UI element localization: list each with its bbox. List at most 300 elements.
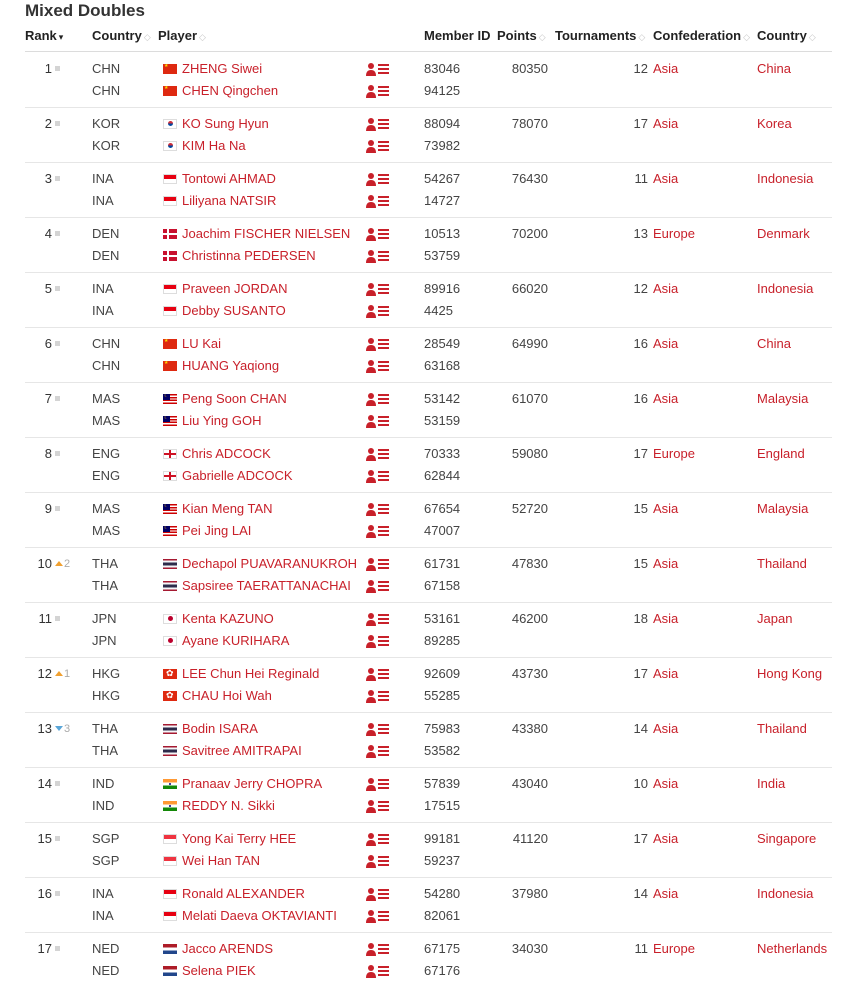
player-profile-icon[interactable]: [366, 469, 390, 483]
player-profile-icon[interactable]: [366, 359, 390, 373]
player-link[interactable]: [182, 413, 262, 429]
country-link[interactable]: Hong Kong: [757, 666, 823, 681]
player-name[interactable]: KIM Ha Na: [182, 138, 246, 153]
player-name[interactable]: Savitree AMITRAPAI: [182, 743, 302, 758]
table-row: [0, 822, 863, 877]
member-id: 55285: [424, 688, 461, 703]
rank-movement: [55, 666, 70, 682]
player-profile-icon[interactable]: [366, 84, 390, 98]
points-value: 64990: [511, 336, 548, 351]
row-divider: [25, 107, 832, 108]
player-name[interactable]: Ayane KURIHARA: [182, 633, 290, 648]
row-divider: [25, 272, 832, 273]
player-profile-icon[interactable]: [366, 832, 390, 846]
tournaments-value: 17: [633, 666, 648, 681]
player-name[interactable]: Liliyana NATSIR: [182, 193, 277, 208]
country-code: ENG: [92, 446, 121, 461]
member-id: 10513: [424, 226, 461, 241]
player-link[interactable]: [182, 501, 273, 517]
player-profile-icon[interactable]: [366, 744, 390, 758]
player-profile-icon[interactable]: [366, 689, 390, 703]
country-code: HKG: [92, 666, 121, 681]
member-id: 53161: [424, 611, 461, 626]
confederation-link[interactable]: Asia: [653, 776, 679, 791]
country-code: JPN: [92, 611, 117, 626]
points-value: 43730: [511, 666, 548, 681]
confederation-link[interactable]: Europe: [653, 226, 695, 241]
player-profile-icon[interactable]: [366, 612, 390, 626]
rank-value: 1: [44, 61, 52, 76]
sort-icon: ◇: [199, 32, 206, 42]
player-profile-icon[interactable]: [366, 909, 390, 923]
country-code: NED: [92, 941, 120, 956]
country-code: THA: [92, 721, 118, 736]
country-link[interactable]: Denmark: [757, 226, 810, 241]
player-name[interactable]: Yong Kai Terry HEE: [182, 831, 297, 846]
country-link[interactable]: Malaysia: [757, 391, 809, 406]
country-code: CHN: [92, 61, 121, 76]
flag-icon: [163, 174, 177, 184]
tournaments-value: 11: [634, 941, 648, 956]
player-profile-icon[interactable]: [366, 172, 390, 186]
member-id: 63168: [424, 358, 461, 373]
player-profile-icon[interactable]: [366, 524, 390, 538]
row-divider: [25, 712, 832, 713]
country-code: INA: [92, 303, 114, 318]
player-link[interactable]: [182, 303, 286, 319]
rank-unchanged-icon: [55, 451, 60, 456]
player-link[interactable]: [182, 721, 258, 737]
rank-up-icon: [55, 671, 63, 676]
points-value: 41120: [512, 831, 548, 846]
player-name[interactable]: Wei Han TAN: [182, 853, 261, 868]
player-profile-icon[interactable]: [366, 854, 390, 868]
table-row: [0, 52, 863, 107]
member-id: 61731: [424, 556, 461, 571]
player-profile-icon[interactable]: [366, 227, 390, 241]
rank-value: 15: [37, 831, 52, 846]
rank-value: 16: [37, 886, 52, 901]
confederation-link[interactable]: Asia: [653, 831, 679, 846]
player-name[interactable]: CHEN Qingchen: [182, 83, 279, 98]
confederation-link[interactable]: Asia: [653, 336, 679, 351]
tournaments-value: 10: [633, 776, 648, 791]
flag-icon: ★: [163, 361, 177, 371]
rank-unchanged-icon: [55, 616, 60, 621]
rank-unchanged-icon: [55, 836, 60, 841]
rank-movement: [55, 446, 60, 462]
tournaments-value: 16: [633, 391, 648, 406]
player-profile-icon[interactable]: [366, 579, 390, 593]
player-profile-icon[interactable]: [366, 447, 390, 461]
member-id: 83046: [424, 61, 461, 76]
player-name[interactable]: Jacco ARENDS: [182, 941, 274, 956]
player-profile-icon[interactable]: [366, 964, 390, 978]
player-name[interactable]: Joachim FISCHER NIELSEN: [182, 226, 351, 241]
country-link[interactable]: Japan: [757, 611, 793, 626]
flag-icon: [163, 471, 177, 481]
rank-value: 3: [44, 171, 52, 186]
player-name[interactable]: Pei Jing LAI: [182, 523, 252, 538]
player-link[interactable]: [182, 963, 256, 979]
player-link[interactable]: [182, 468, 293, 484]
player-name[interactable]: Chris ADCOCK: [182, 446, 271, 461]
tournaments-value: 12: [633, 61, 648, 76]
player-link[interactable]: [182, 61, 262, 77]
rank-unchanged-icon: [55, 891, 60, 896]
points-value: 78070: [511, 116, 548, 131]
country-link[interactable]: India: [757, 776, 786, 791]
player-name[interactable]: Gabrielle ADCOCK: [182, 468, 293, 483]
rank-movement: [55, 611, 60, 627]
country-link[interactable]: China: [757, 61, 791, 76]
rank-change: 3: [64, 723, 71, 735]
rank-movement: [55, 721, 70, 737]
points-value: 70200: [511, 226, 548, 241]
player-profile-icon[interactable]: [366, 667, 390, 681]
rank-movement: [55, 776, 60, 792]
player-profile-icon[interactable]: [366, 194, 390, 208]
player-profile-icon[interactable]: [366, 414, 390, 428]
player-link[interactable]: [182, 193, 276, 209]
points-value: 43380: [511, 721, 548, 736]
flag-icon: [163, 251, 177, 261]
rank-unchanged-icon: [55, 341, 60, 346]
table-row: [0, 767, 863, 822]
player-name[interactable]: Kian Meng TAN: [182, 501, 273, 516]
rank-unchanged-icon: [55, 121, 60, 126]
country-link[interactable]: China: [757, 336, 791, 351]
country-code: CHN: [92, 336, 121, 351]
player-name[interactable]: Selena PIEK: [182, 963, 256, 978]
confederation-link[interactable]: Europe: [653, 446, 695, 461]
player-name[interactable]: Peng Soon CHAN: [182, 391, 287, 406]
confederation-link[interactable]: Asia: [653, 501, 679, 516]
player-name[interactable]: Pranaav Jerry CHOPRA: [182, 776, 323, 791]
flag-icon: ☾: [163, 526, 177, 536]
tournaments-value: 16: [633, 336, 648, 351]
table-row: [0, 437, 863, 492]
player-name[interactable]: Melati Daeva OKTAVIANTI: [182, 908, 337, 923]
member-id: 47007: [424, 523, 461, 538]
confederation-link[interactable]: Asia: [653, 721, 679, 736]
confederation-link[interactable]: Asia: [653, 391, 679, 406]
player-link[interactable]: [182, 798, 275, 814]
player-profile-icon[interactable]: [366, 249, 390, 263]
country-link[interactable]: Indonesia: [757, 171, 814, 186]
tournaments-value: 12: [633, 281, 648, 296]
rank-down-icon: [55, 726, 63, 731]
rank-movement: [55, 556, 70, 572]
player-name[interactable]: CHAU Hoi Wah: [182, 688, 272, 703]
player-profile-icon[interactable]: [366, 722, 390, 736]
player-link[interactable]: [182, 446, 271, 462]
sort-desc-icon: ▾: [58, 32, 64, 42]
flag-icon: [163, 746, 177, 756]
table-row: [0, 382, 863, 437]
player-link[interactable]: [182, 886, 305, 902]
sort-icon: ◇: [638, 32, 646, 42]
country-code: ENG: [92, 468, 121, 483]
player-link[interactable]: [182, 523, 251, 539]
player-profile-icon[interactable]: [366, 282, 390, 296]
sort-icon: ◇: [808, 32, 816, 42]
table-row: [0, 327, 863, 382]
member-id: 67654: [424, 501, 461, 516]
flag-icon: ☾: [163, 504, 177, 514]
country-code: KOR: [92, 116, 121, 131]
player-profile-icon[interactable]: [366, 139, 390, 153]
member-id: 59237: [424, 853, 461, 868]
header-member-id-label: Member ID: [424, 28, 491, 43]
rank-value: 17: [37, 941, 52, 956]
member-id: 14727: [424, 193, 461, 208]
player-name[interactable]: LEE Chun Hei Reginald: [182, 666, 320, 681]
country-code: SGP: [92, 831, 120, 846]
country-code: MAS: [92, 523, 121, 538]
points-value: 52720: [511, 501, 548, 516]
player-profile-icon[interactable]: [366, 887, 390, 901]
points-value: 59080: [511, 446, 548, 461]
player-link[interactable]: [182, 171, 276, 187]
header-rank-label: Rank: [25, 28, 57, 43]
player-link[interactable]: [182, 248, 316, 264]
flag-icon: [163, 636, 177, 646]
rank-unchanged-icon: [55, 781, 60, 786]
flag-icon: ✿: [163, 669, 177, 679]
points-value: 43040: [511, 776, 548, 791]
member-id: 53582: [424, 743, 461, 758]
header-country-label: Country: [92, 28, 142, 43]
player-name[interactable]: Liu Ying GOH: [182, 413, 262, 428]
player-name[interactable]: KO Sung Hyun: [182, 116, 269, 131]
player-name[interactable]: LU Kai: [182, 336, 222, 351]
flag-icon: [163, 911, 177, 921]
player-name[interactable]: Christinna PEDERSEN: [182, 248, 316, 263]
table-row: [0, 602, 863, 657]
sort-icon: ◇: [538, 32, 546, 42]
player-profile-icon[interactable]: [366, 634, 390, 648]
table-row: [0, 932, 863, 987]
member-id: 28549: [424, 336, 461, 351]
member-id: 92609: [424, 666, 461, 681]
player-link[interactable]: [182, 391, 287, 407]
player-name[interactable]: HUANG Yaqiong: [182, 358, 280, 373]
confederation-link[interactable]: Asia: [653, 666, 679, 681]
player-profile-icon[interactable]: [366, 337, 390, 351]
rank-movement: [55, 941, 60, 957]
member-id: 89285: [424, 633, 461, 648]
player-name[interactable]: ZHENG Siwei: [182, 61, 263, 76]
points-value: 37980: [511, 886, 548, 901]
rank-movement: [55, 281, 60, 297]
country-code: THA: [92, 743, 118, 758]
tournaments-value: 15: [633, 556, 648, 571]
player-link[interactable]: [182, 776, 322, 792]
player-profile-icon[interactable]: [366, 392, 390, 406]
player-link[interactable]: [182, 941, 273, 957]
country-link[interactable]: Netherlands: [757, 941, 828, 956]
country-code: CHN: [92, 83, 121, 98]
player-link[interactable]: [182, 556, 357, 572]
player-profile-icon[interactable]: [366, 304, 390, 318]
sort-icon: ◇: [743, 32, 751, 42]
table-row: [0, 217, 863, 272]
flag-icon: [163, 724, 177, 734]
player-link[interactable]: [182, 83, 278, 99]
player-link[interactable]: [182, 138, 246, 154]
tournaments-value: 13: [633, 226, 648, 241]
player-link[interactable]: [182, 743, 302, 759]
rank-value: 5: [44, 281, 52, 296]
flag-icon: [163, 944, 177, 954]
header-player-label: Player: [158, 28, 198, 43]
country-code: CHN: [92, 358, 121, 373]
rank-change: 2: [64, 558, 71, 570]
country-link[interactable]: Indonesia: [757, 281, 814, 296]
player-profile-icon[interactable]: [366, 942, 390, 956]
flag-icon: ★: [163, 339, 177, 349]
tournaments-value: 15: [633, 501, 648, 516]
tournaments-value: 11: [634, 171, 648, 186]
player-name[interactable]: Tontowi AHMAD: [182, 171, 276, 186]
row-divider: [25, 382, 832, 383]
tournaments-value: 18: [633, 611, 648, 626]
player-link[interactable]: [182, 578, 351, 594]
row-divider: [25, 657, 832, 658]
player-link[interactable]: [182, 688, 272, 704]
player-link[interactable]: [182, 358, 279, 374]
sort-icon: ◇: [143, 32, 151, 42]
country-link[interactable]: Indonesia: [757, 886, 814, 901]
confederation-link[interactable]: Asia: [653, 281, 679, 296]
flag-icon: [163, 966, 177, 976]
rank-movement: [55, 171, 60, 187]
tournaments-value: 14: [633, 721, 648, 736]
country-link[interactable]: Thailand: [757, 721, 807, 736]
player-name[interactable]: Ronald ALEXANDER: [182, 886, 305, 901]
country-code: DEN: [92, 226, 120, 241]
member-id: 73982: [424, 138, 461, 153]
rank-movement: [55, 501, 60, 517]
player-name[interactable]: Bodin ISARA: [182, 721, 258, 736]
rank-up-icon: [55, 561, 63, 566]
points-value: 66020: [511, 281, 548, 296]
row-divider: [25, 822, 832, 823]
flag-icon: [163, 856, 177, 866]
confederation-link[interactable]: Asia: [653, 556, 679, 571]
member-id: 89916: [424, 281, 461, 296]
player-link[interactable]: [182, 831, 296, 847]
player-name[interactable]: Debby SUSANTO: [182, 303, 286, 318]
player-profile-icon[interactable]: [366, 799, 390, 813]
country-code: MAS: [92, 391, 121, 406]
player-profile-icon[interactable]: [366, 502, 390, 516]
member-id: 53159: [424, 413, 461, 428]
table-row: [0, 712, 863, 767]
player-link[interactable]: [182, 116, 269, 132]
rank-movement: [55, 391, 60, 407]
member-id: 82061: [424, 908, 461, 923]
confederation-link[interactable]: Asia: [653, 116, 679, 131]
flag-icon: ✿: [163, 691, 177, 701]
flag-icon: [163, 284, 177, 294]
player-profile-icon[interactable]: [366, 117, 390, 131]
flag-icon: [163, 229, 177, 239]
page-title: Mixed Doubles: [25, 1, 145, 20]
row-divider: [25, 602, 832, 603]
rank-value: 10: [37, 556, 52, 571]
country-code: SGP: [92, 853, 120, 868]
country-code: IND: [92, 798, 115, 813]
confederation-link[interactable]: Asia: [653, 886, 679, 901]
row-divider: [25, 877, 832, 878]
rank-value: 7: [44, 391, 52, 406]
player-link[interactable]: [182, 853, 260, 869]
player-name[interactable]: Kenta KAZUNO: [182, 611, 274, 626]
player-name[interactable]: REDDY N. Sikki: [182, 798, 275, 813]
player-link[interactable]: [182, 281, 287, 297]
rank-value: 12: [37, 666, 52, 681]
player-profile-icon[interactable]: [366, 557, 390, 571]
points-value: 34030: [511, 941, 548, 956]
flag-icon: [163, 559, 177, 569]
player-link[interactable]: [182, 611, 274, 627]
player-link[interactable]: [182, 633, 289, 649]
country-link[interactable]: England: [757, 446, 805, 461]
player-name[interactable]: Dechapol PUAVARANUKROH: [182, 556, 358, 571]
player-profile-icon[interactable]: [366, 62, 390, 76]
row-divider: [25, 492, 832, 493]
player-name[interactable]: Praveen JORDAN: [182, 281, 288, 296]
rank-value: 8: [44, 446, 52, 461]
country-code: INA: [92, 908, 114, 923]
country-link[interactable]: Singapore: [757, 831, 817, 846]
country-link[interactable]: Korea: [757, 116, 792, 131]
tournaments-value: 17: [633, 116, 648, 131]
member-id: 70333: [424, 446, 461, 461]
confederation-link[interactable]: Asia: [653, 171, 679, 186]
rank-value: 4: [44, 226, 52, 241]
confederation-link[interactable]: Asia: [653, 611, 679, 626]
player-link[interactable]: [182, 226, 350, 242]
rank-movement: [55, 886, 60, 902]
country-code: JPN: [92, 633, 117, 648]
rank-value: 9: [44, 501, 52, 516]
player-link[interactable]: [182, 908, 337, 924]
country-link[interactable]: Thailand: [757, 556, 807, 571]
player-link[interactable]: [182, 336, 221, 352]
rank-unchanged-icon: [55, 176, 60, 181]
country-code: MAS: [92, 413, 121, 428]
row-divider: [25, 547, 832, 548]
row-divider: [25, 162, 832, 163]
flag-icon: [163, 834, 177, 844]
member-id: 4425: [424, 303, 453, 318]
flag-icon: ★: [163, 64, 177, 74]
player-name[interactable]: Sapsiree TAERATTANACHAI: [182, 578, 351, 593]
confederation-link[interactable]: Asia: [653, 61, 679, 76]
member-id: 54280: [424, 886, 461, 901]
country-code: INA: [92, 171, 114, 186]
player-profile-icon[interactable]: [366, 777, 390, 791]
country-code: MAS: [92, 501, 121, 516]
country-link[interactable]: Malaysia: [757, 501, 809, 516]
confederation-link[interactable]: Europe: [653, 941, 695, 956]
country-code: IND: [92, 776, 115, 791]
player-link[interactable]: [182, 666, 319, 682]
member-id: 54267: [424, 171, 461, 186]
